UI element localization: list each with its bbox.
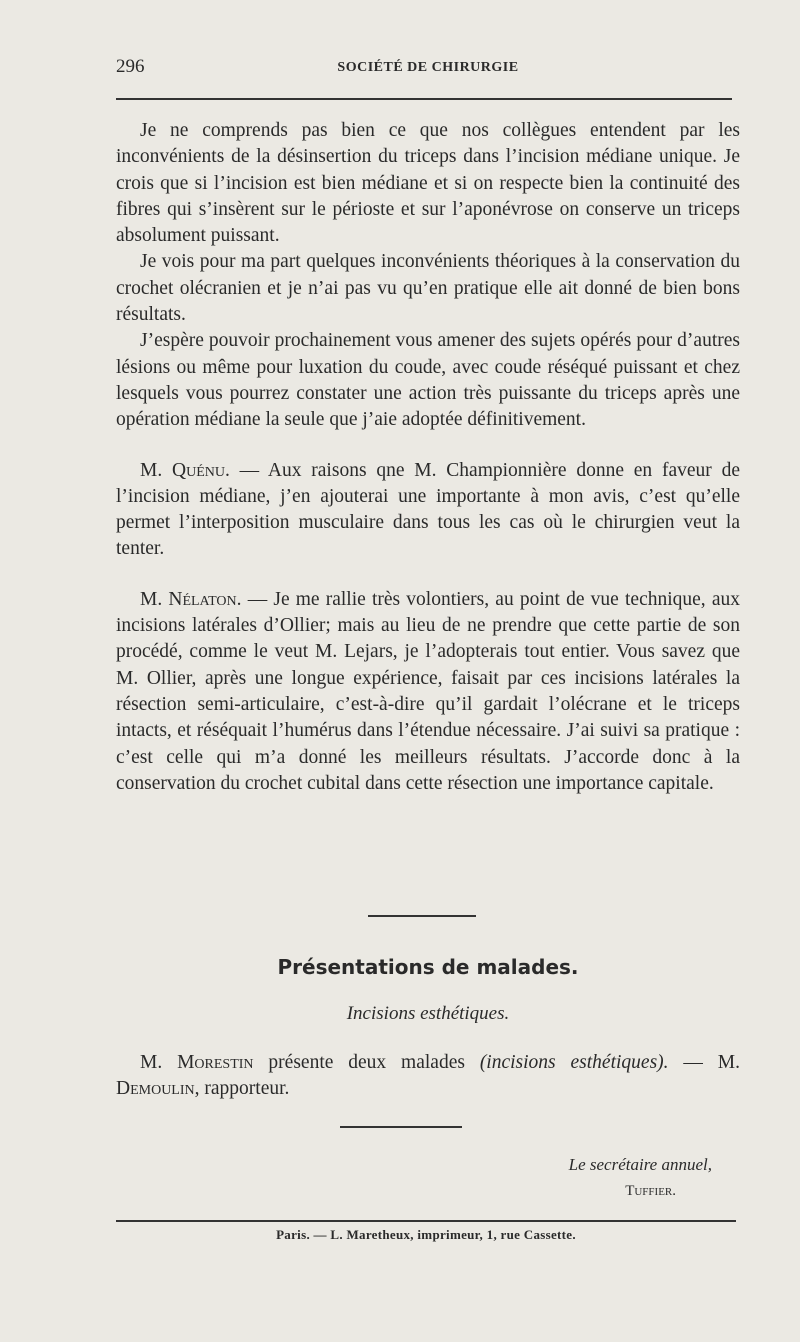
presentation-topic: (incisions esthétiques). [479, 1052, 669, 1073]
quenu-text: — Aux raisons qne M. Championnière donne en faveur de l’incision médiane, j’en ajouterai une importante à mon avis, c’est qu’elle permet l’interposition musculaire dans tous les cas où le chirurgien veut la tenter. [116, 459, 740, 560]
presentation-dash: — [683, 1052, 703, 1073]
speaker-nelaton: M. Nélaton. [140, 588, 242, 610]
body-text [116, 118, 740, 797]
section-divider [368, 915, 476, 917]
presentation-line [116, 1050, 740, 1102]
section-title: Présentations de malades. [277, 955, 579, 979]
presenter-name: M. Morestin [140, 1052, 254, 1073]
signature-role: Le secrétaire annuel, [568, 1155, 712, 1174]
speaker-quenu: M. Quénu. [140, 459, 230, 481]
footer-rule [116, 1220, 736, 1222]
nelaton-text: — Je me rallie très volontiers, au point de vue technique, aux incisions latérales d’Ollier; mais au lieu de ne prendre que cette partie de son procédé, comme le veut M. Lejars, je l’adopterais tout entier. Vous savez que M. Ollier, après une longue expérience, faisait par ces incisions latérales la résection semi-articulaire, c’est-à-dire qu’il gardait l’olécrane et le triceps intacts, et réséquait l’humérus dans l’étendue nécessaire. J’ai suivi sa pratique : c’est celle qui m’a donné les meilleurs résultats. J’accorde donc à la conservation du crochet cubital dans cette résection une importance capitale. [116, 588, 740, 794]
signature-block [569, 1152, 712, 1204]
paragraph-3: J’espère pouvoir prochainement vous amener des sujets opérés pour d’autres lésions ou même pour luxation du coude, avec coude réséqué puissant et chez lesquels vous pourrez constater une action très puissante du triceps après une opération médiane la seule que j’aie adoptée définitivement. [116, 330, 740, 431]
rapporteur-name: M. Demoulin, [116, 1052, 740, 1099]
paragraph-2: Je vois pour ma part quelques inconvénients théoriques à la conservation du crochet olécranien et je n’ai pas vu qu’en pratique elle ait donné de bien bons résultats. [116, 251, 740, 326]
paragraph-1: Je ne comprends pas bien ce que nos collègues entendent par les inconvénients de la désinsertion du triceps dans l’incision médiane unique. Je crois que si l’incision est bien médiane et si on respecte bien la continuité des fibres qui s’insèrent sur le périoste et sur l’aponévrose on conserve un triceps absolument puissant. [116, 120, 740, 247]
presentation-text: présente deux malades [268, 1052, 465, 1073]
rapporteur-label: rapporteur. [204, 1078, 290, 1099]
paragraph-quenu [116, 458, 740, 563]
signature-name: Tuffier. [625, 1183, 676, 1199]
presentation-paragraph [116, 1050, 740, 1102]
closing-divider [340, 1126, 462, 1128]
running-title: SOCIÉTÉ DE CHIRURGIE [337, 60, 519, 75]
page-header [116, 56, 740, 86]
header-rule [116, 98, 732, 100]
page-number: 296 [116, 56, 145, 77]
section-subtitle: Incisions esthétiques. [346, 1003, 510, 1024]
paragraph-nelaton [116, 587, 740, 797]
printer-imprint: Paris. — L. Maretheux, imprimeur, 1, rue Cassette. [276, 1227, 576, 1242]
